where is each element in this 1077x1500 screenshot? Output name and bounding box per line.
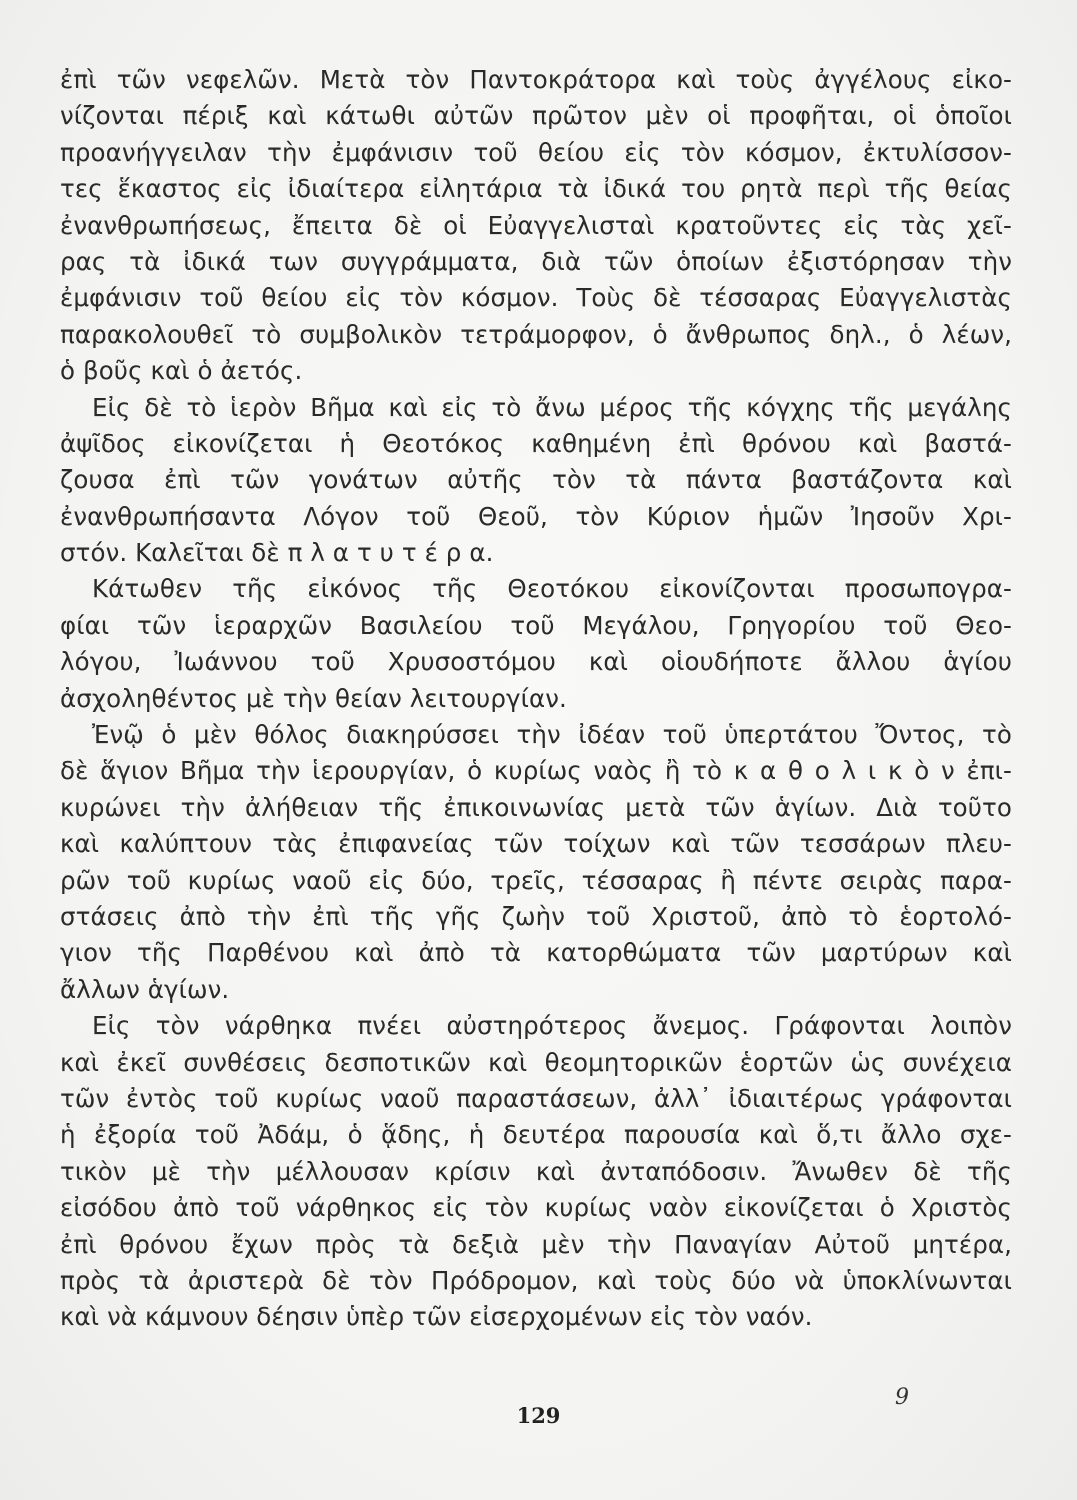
signature-mark: 9 [895, 1385, 909, 1410]
body-text [60, 62, 1012, 1336]
text-line: ἐνανθρωπήσεως, ἔπειτα δὲ οἱ Εὐαγγελισταὶ κρατοῦντες εἰς τὰς χεῖ- [60, 210, 1012, 240]
text-line: ρας τὰ ἰδικά των συγγράμματα, διὰ τῶν ὁποίων ἐξιστόρησαν τὴν [60, 246, 1012, 276]
text-line: κυρώνει τὴν ἀλήθειαν τῆς ἐπικοινωνίας μετὰ τῶν ἁγίων. Διὰ τοῦτο [60, 792, 1012, 822]
text-line: καὶ νὰ κάμνουν δέησιν ὑπὲρ τῶν εἰσερχομένων εἰς τὸν ναόν. [60, 1302, 813, 1332]
text-line: ρῶν τοῦ κυρίως ναοῦ εἰς δύο, τρεῖς, τέσσαρας ἢ πέντε σειρὰς παρα- [60, 865, 1012, 895]
text-line: εἰσόδου ἀπὸ τοῦ νάρθηκος εἰς τὸν κυρίως ναὸν εἰκονίζεται ὁ Χριστὸς [60, 1193, 1012, 1223]
text-line: τῶν ἐντὸς τοῦ κυρίως ναοῦ παραστάσεων, ἀλλ᾿ ἰδιαιτέρως γράφονται [60, 1083, 1012, 1113]
text-line: προανήγγειλαν τὴν ἐμφάνισιν τοῦ θείου εἰς τὸν κόσμον, ἐκτυλίσσον- [60, 137, 1012, 167]
text-line: τες ἕκαστος εἰς ἰδιαίτερα εἰλητάρια τὰ ἰδικά του ρητὰ περὶ τῆς θείας [60, 174, 1012, 204]
text-line: λόγου, Ἰωάννου τοῦ Χρυσοστόμου καὶ οἱουδήποτε ἄλλου ἁγίου [60, 647, 1012, 677]
text-line: ἀψῖδος εἰκονίζεται ἡ Θεοτόκος καθημένη ἐπὶ θρόνου καὶ βαστά- [60, 428, 1012, 458]
text-line: καὶ ἐκεῖ συνθέσεις δεσποτικῶν καὶ θεομητορικῶν ἑορτῶν ὡς συνέχεια [60, 1047, 1012, 1077]
text-line: ἀσχοληθέντος μὲ τὴν θείαν λειτουργίαν. [60, 683, 567, 713]
text-line: πρὸς τὰ ἀριστερὰ δὲ τὸν Πρόδρομον, καὶ τοὺς δύο νὰ ὑποκλίνωνται [60, 1265, 1012, 1295]
text-line: παρακολουθεῖ τὸ συμβολικὸν τετράμορφον, ὁ ἄνθρωπος δηλ., ὁ λέων, [60, 319, 1012, 349]
text-line: φίαι τῶν ἱεραρχῶν Βασιλείου τοῦ Μεγάλου, Γρηγορίου τοῦ Θεο- [60, 610, 1012, 640]
text-line: ἄλλων ἁγίων. [60, 974, 230, 1004]
text-line: καὶ καλύπτουν τὰς ἐπιφανείας τῶν τοίχων καὶ τῶν τεσσάρων πλευ- [60, 829, 1012, 859]
text-line: ἐπὶ θρόνου ἔχων πρὸς τὰ δεξιὰ μὲν τὴν Παναγίαν Αὐτοῦ μητέρα, [60, 1229, 1012, 1259]
text-line: Ἐνῷ ὁ μὲν θόλος διακηρύσσει τὴν ἰδέαν τοῦ ὑπερτάτου Ὄντος, τὸ [92, 720, 1012, 750]
text-line: τικὸν μὲ τὴν μέλλουσαν κρίσιν καὶ ἀνταπόδοσιν. Ἄνωθεν δὲ τῆς [60, 1156, 1012, 1186]
text-line: στόν. Καλεῖται δὲ π λ α τ υ τ έ ρ α. [60, 538, 494, 568]
text-line: ἡ ἐξορία τοῦ Ἀδάμ, ὁ ᾅδης, ἡ δευτέρα παρουσία καὶ ὅ,τι ἄλλο σχε- [60, 1120, 1012, 1150]
text-line: Εἰς τὸν νάρθηκα πνέει αὐστηρότερος ἄνεμος. Γράφονται λοιπὸν [92, 1011, 1012, 1041]
page-number: 129 [516, 1403, 561, 1428]
text-line: νίζονται πέριξ καὶ κάτωθι αὐτῶν πρῶτον μὲν οἱ προφῆται, οἱ ὁποῖοι [60, 101, 1012, 131]
text-line: ἐνανθρωπήσαντα Λόγον τοῦ Θεοῦ, τὸν Κύριον ἡμῶν Ἰησοῦν Χρι- [60, 501, 1012, 531]
text-line: ὁ βοῦς καὶ ὁ ἀετός. [60, 356, 303, 386]
text-line: στάσεις ἀπὸ τὴν ἐπὶ τῆς γῆς ζωὴν τοῦ Χριστοῦ, ἀπὸ τὸ ἑορτολό- [60, 901, 1012, 931]
text-line: ἐπὶ τῶν νεφελῶν. Μετὰ τὸν Παντοκράτορα καὶ τοὺς ἀγγέλους εἰκο- [60, 65, 1012, 94]
text-line: ἐμφάνισιν τοῦ θείου εἰς τὸν κόσμον. Τοὺς δὲ τέσσαρας Εὐαγγελιστὰς [60, 283, 1012, 313]
text-line: γιον τῆς Παρθένου καὶ ἀπὸ τὰ κατορθώματα τῶν μαρτύρων καὶ [60, 938, 1012, 968]
text-line: δὲ ἅγιον Βῆμα τὴν ἱερουργίαν, ὁ κυρίως ναὸς ἢ τὸ κ α θ ο λ ι κ ὸ ν ἐπι- [60, 756, 1012, 786]
text-line: ζουσα ἐπὶ τῶν γονάτων αὐτῆς τὸν τὰ πάντα βαστάζοντα καὶ [60, 465, 1012, 495]
text-line: Κάτωθεν τῆς εἰκόνος τῆς Θεοτόκου εἰκονίζονται προσωπογρα- [92, 574, 1012, 604]
text-line: Εἰς δὲ τὸ ἱερὸν Βῆμα καὶ εἰς τὸ ἄνω μέρος τῆς κόγχης τῆς μεγάλης [92, 392, 1012, 422]
